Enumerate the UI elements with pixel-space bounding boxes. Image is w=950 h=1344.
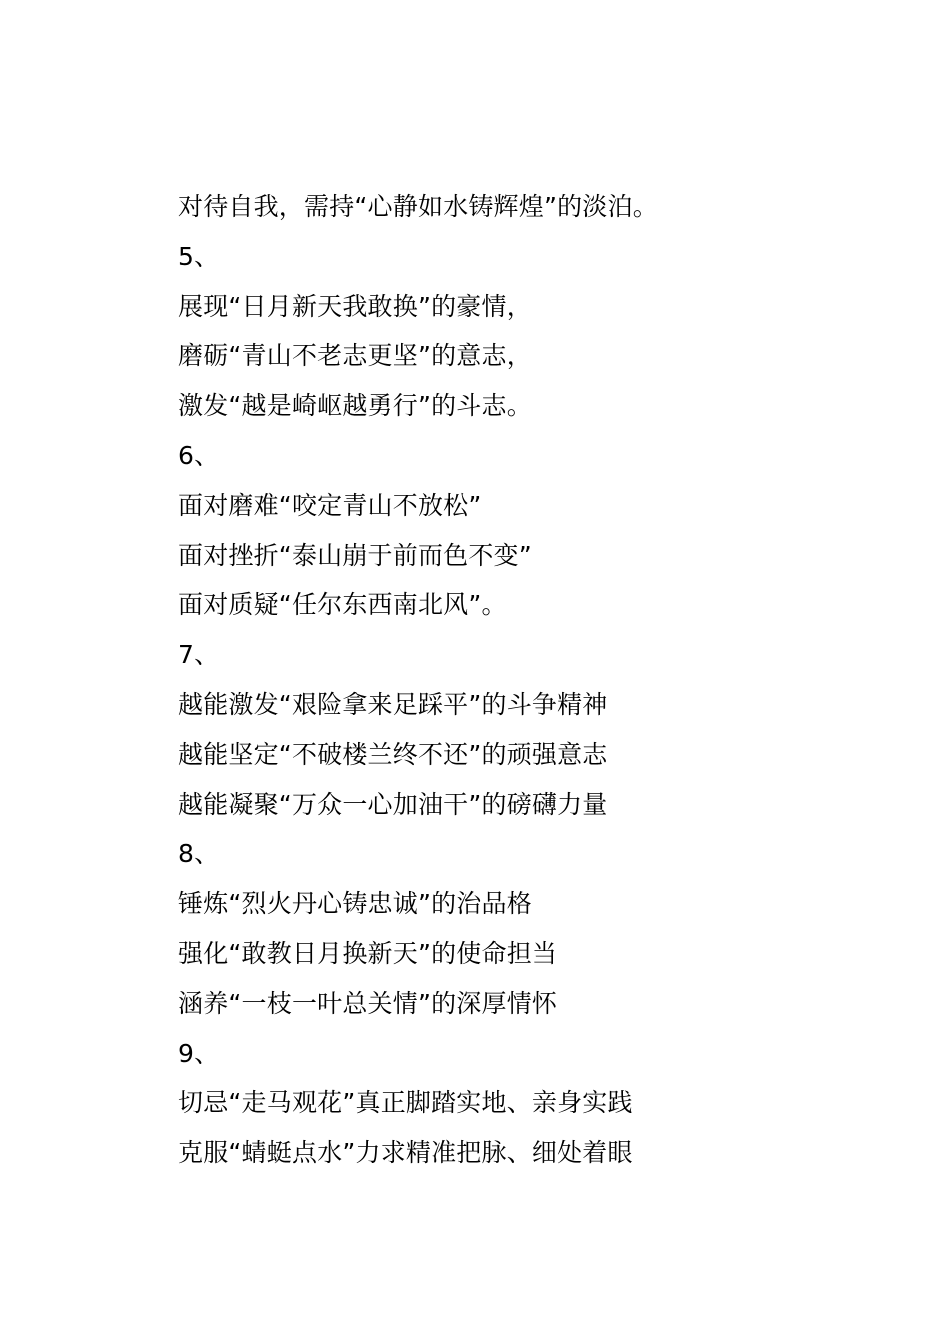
- text-line: 对待自我，需持“心静如水铸辉煌”的淡泊。: [178, 192, 658, 221]
- section-number: 5、: [178, 241, 220, 271]
- text-line: 强化“敢教日月换新天”的使命担当: [178, 938, 558, 968]
- text-line: 涵养“一枝一叶总关情”的深厚情怀: [178, 988, 558, 1018]
- text-line: 激发“越是崎岖越勇行”的斗志。: [178, 391, 532, 421]
- text-line: 面对质疑“任尔东西南北风”。: [178, 590, 507, 620]
- section-number: 9、: [178, 1038, 220, 1068]
- text-line: 面对磨难“咬定青山不放松”: [178, 490, 482, 520]
- text-line: 切忌“走马观花”真正脚踏实地、亲身实践: [178, 1088, 633, 1118]
- section-number: 8、: [178, 839, 220, 869]
- section-number: 7、: [178, 640, 220, 670]
- document-body: [178, 182, 898, 1178]
- text-line: 越能激发“艰险拿来足踩平”的斗争精神: [178, 689, 608, 719]
- text-line: 磨砺“青山不老志更坚”的意志，: [178, 341, 532, 371]
- text-line: 面对挫折“泰山崩于前而色不变”: [178, 540, 532, 570]
- text-line: 越能坚定“不破楼兰终不还”的顽强意志: [178, 739, 608, 769]
- text-line: 克服“蜻蜓点水”力求精准把脉、细处着眼: [178, 1138, 633, 1168]
- text-line: 展现“日月新天我敢换”的豪情，: [178, 291, 532, 321]
- section-number: 6、: [178, 440, 220, 470]
- text-line: 锤炼“烈火丹心铸忠诚”的治品格: [178, 889, 532, 919]
- text-line: 越能凝聚“万众一心加油干”的磅礴力量: [178, 789, 608, 819]
